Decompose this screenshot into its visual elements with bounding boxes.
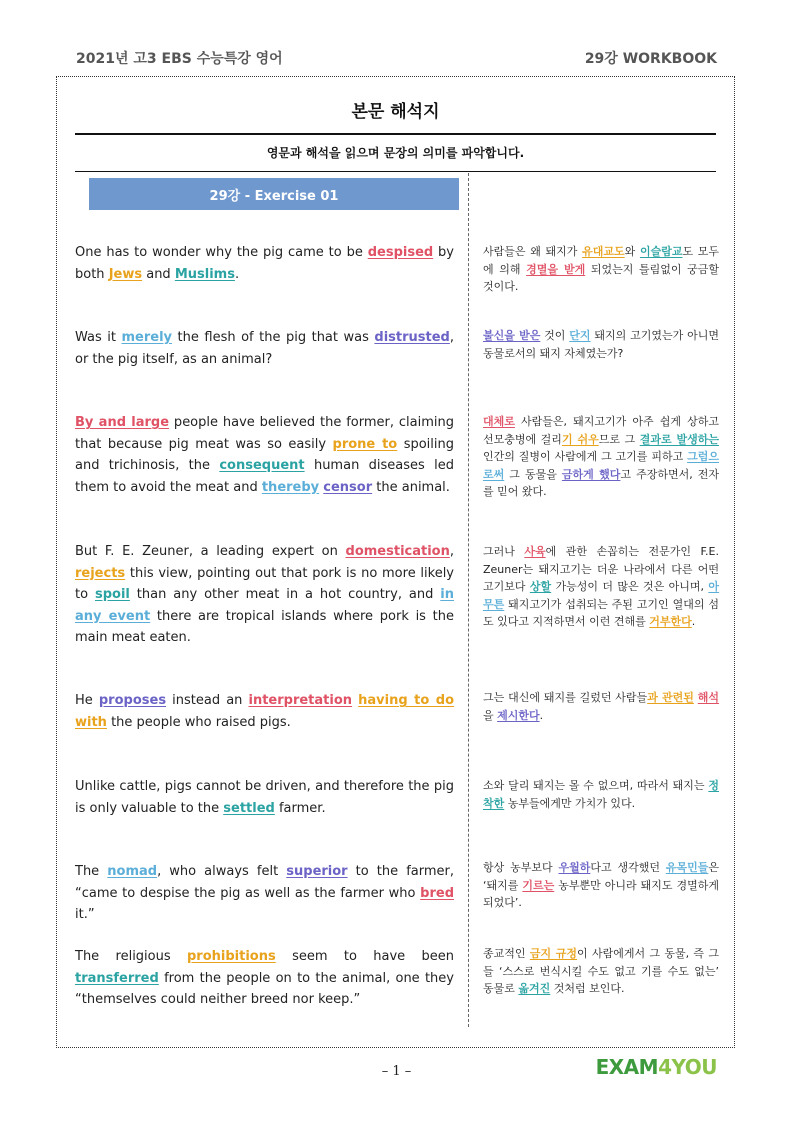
content-frame [56, 76, 735, 1048]
highlighted-term: 기 쉬우 [561, 432, 599, 446]
korean-translation: 항상 농부보다 우월하다고 생각했던 유목민들은 ‘돼지를 기르는 농부뿐만 아니라 돼지도 경멸하게 되었다’. [483, 861, 720, 909]
highlighted-term: in any event [75, 587, 454, 624]
highlighted-term: consequent [219, 458, 305, 473]
english-sentence: By and large people have believed the former, claiming that because pig meat was so easily prone to spoiling and trichinosis, the consequent human diseases led them to avoid the meat and thereby censor the animal. [75, 415, 455, 495]
highlighted-term: prohibitions [187, 949, 276, 964]
highlighted-term: spoil [94, 587, 130, 602]
highlighted-term: censor [323, 479, 373, 495]
english-sentence: One has to wonder why the pig came to be despised by both Jews and Muslims. [75, 245, 455, 282]
highlighted-term: merely [121, 330, 173, 345]
highlighted-term: interpretation [248, 693, 353, 708]
korean-translation: 종교적인 금지 규정이 사람에게서 그 동물, 즉 그들 ‘스스로 번식시킬 수도 없고 기를 수도 없는’ 동물로 옮겨진 것처럼 보인다. [483, 947, 719, 995]
highlighted-term: 아무튼 [483, 580, 719, 611]
highlighted-term: proposes [98, 693, 167, 708]
english-sentence: The nomad, who always felt superior to the farmer, “came to despise the pig as well as the farmer who bred it.” [75, 864, 454, 922]
page-number: – 1 – [381, 1064, 412, 1079]
highlighted-term: Jews [108, 266, 143, 282]
highlighted-term: 불신을 받은 [483, 329, 541, 342]
highlighted-term: 유목민들 [665, 861, 709, 874]
korean-translation: 사람들은 왜 돼지가 유대교도와 이슬람교도 모두에 의해 경멸을 받게 되었는지 틀림없이 궁금할 것이다. [483, 245, 720, 293]
brand-logo [596, 1055, 717, 1079]
korean-translation: 대체로 사람들은, 돼지고기가 아주 쉽게 상하고 선모충병에 걸리기 쉬우므로 그 결과로 발생하는 인간의 질병이 사람에게 그 고기를 피하고 그럼으로써 그 동물을 금하게 했다고 주장하면서, 전자를 믿어 왔다. [483, 415, 720, 498]
highlighted-term: 상할 [529, 580, 552, 593]
highlighted-term: 기르는 [522, 878, 555, 892]
highlighted-term: 사육 [524, 545, 546, 558]
logo-text-exam: EXAM [595, 1055, 659, 1079]
english-sentence: Was it merely the flesh of the pig that was distrusted, or the pig itself, as an animal? [75, 330, 454, 367]
highlighted-term: 이슬람교 [639, 245, 683, 258]
english-sentence: He proposes instead an interpretation having to do with the people who raised pigs. [75, 693, 455, 730]
highlighted-term: rejects [75, 565, 126, 581]
korean-translation: 그러나 사육에 관한 손꼽히는 전문가인 F.E. Zeuner는 돼지고기는 더운 나라에서 다른 어떤 고기보다 상할 가능성이 더 많은 것은 아니며, 아무튼 돼지고기가 섭취되는 주된 고기인 열대의 섬도 있다고 지적하면서 이런 견해를 거부한다. [483, 545, 720, 628]
english-sentence: Unlike cattle, pigs cannot be driven, and therefore the pig is only valuable to the settled farmer. [75, 779, 454, 816]
english-sentence: The religious prohibitions seem to have been transferred from the people on to the animal, one they “themselves could neither breed nor keep.” [75, 949, 454, 1007]
highlighted-term: 제시한다 [497, 708, 540, 722]
highlighted-term: transferred [75, 970, 159, 986]
highlighted-term: 유대교도 [582, 245, 625, 258]
subtitle-divider [75, 171, 716, 172]
highlighted-term: 단지 [569, 329, 591, 342]
highlighted-term: nomad [107, 864, 158, 879]
column-divider [468, 173, 469, 1027]
highlighted-term: having to do with [75, 693, 455, 730]
highlighted-term: 금하게 했다 [561, 467, 621, 481]
highlighted-term: despised [367, 245, 434, 260]
highlighted-term: 그럼으로써 [483, 450, 719, 481]
header-workbook-label: 29강 WORKBOOK [584, 51, 717, 67]
highlighted-term: 우월하 [558, 861, 591, 874]
page-subtitle: 영문과 해석을 읽으며 문장의 의미를 파악합니다. [266, 146, 525, 160]
title-divider [75, 133, 716, 135]
highlighted-term: prone to [332, 436, 398, 452]
highlighted-term: 옮겨진 [518, 982, 551, 995]
header-course-title: 2021년 고3 EBS 수능특강 영어 [76, 51, 283, 67]
highlighted-term: 금지 규정 [529, 947, 577, 960]
highlighted-term: 경멸을 받게 [526, 262, 586, 276]
highlighted-term: 대체로 [483, 415, 515, 428]
exercise-banner: 29강 - Exercise 01 [89, 178, 459, 210]
page-title: 본문 해석지 [351, 102, 440, 122]
highlighted-term: settled [223, 800, 275, 816]
highlighted-term: 과 관련된 [647, 691, 694, 704]
logo-text-4you: 4YOU [658, 1055, 717, 1079]
highlighted-term: 거부한다 [649, 615, 692, 628]
korean-translation: 불신을 받은 것이 단지 돼지의 고기였는가 아니면 동물로서의 돼지 자체였는가? [483, 329, 720, 360]
highlighted-term: Muslims [174, 266, 235, 282]
highlighted-term: 해석 [697, 691, 720, 704]
highlighted-term: superior [286, 864, 348, 879]
korean-translation: 그는 대신에 돼지를 길렀던 사람들과 관련된 해석을 제시한다. [483, 691, 720, 722]
highlighted-term: 결과로 발생하는 [639, 432, 719, 446]
highlighted-term: bred [420, 885, 454, 901]
highlighted-term: 정착한 [483, 779, 719, 810]
highlighted-term: domestication [345, 544, 450, 559]
highlighted-term: distrusted [374, 330, 450, 345]
highlighted-term: By and large [75, 415, 170, 430]
highlighted-term: thereby [261, 479, 320, 495]
korean-translation: 소와 달리 돼지는 몰 수 없으며, 따라서 돼지는 정착한 농부들에게만 가치가 있다. [483, 779, 719, 810]
english-sentence: But F. E. Zeuner, a leading expert on domestication, rejects this view, pointing out that pork is no more likely to spoil than any other meat in a hot country, and in any event there are tropical islands where pork is the main meat eaten. [75, 544, 455, 645]
